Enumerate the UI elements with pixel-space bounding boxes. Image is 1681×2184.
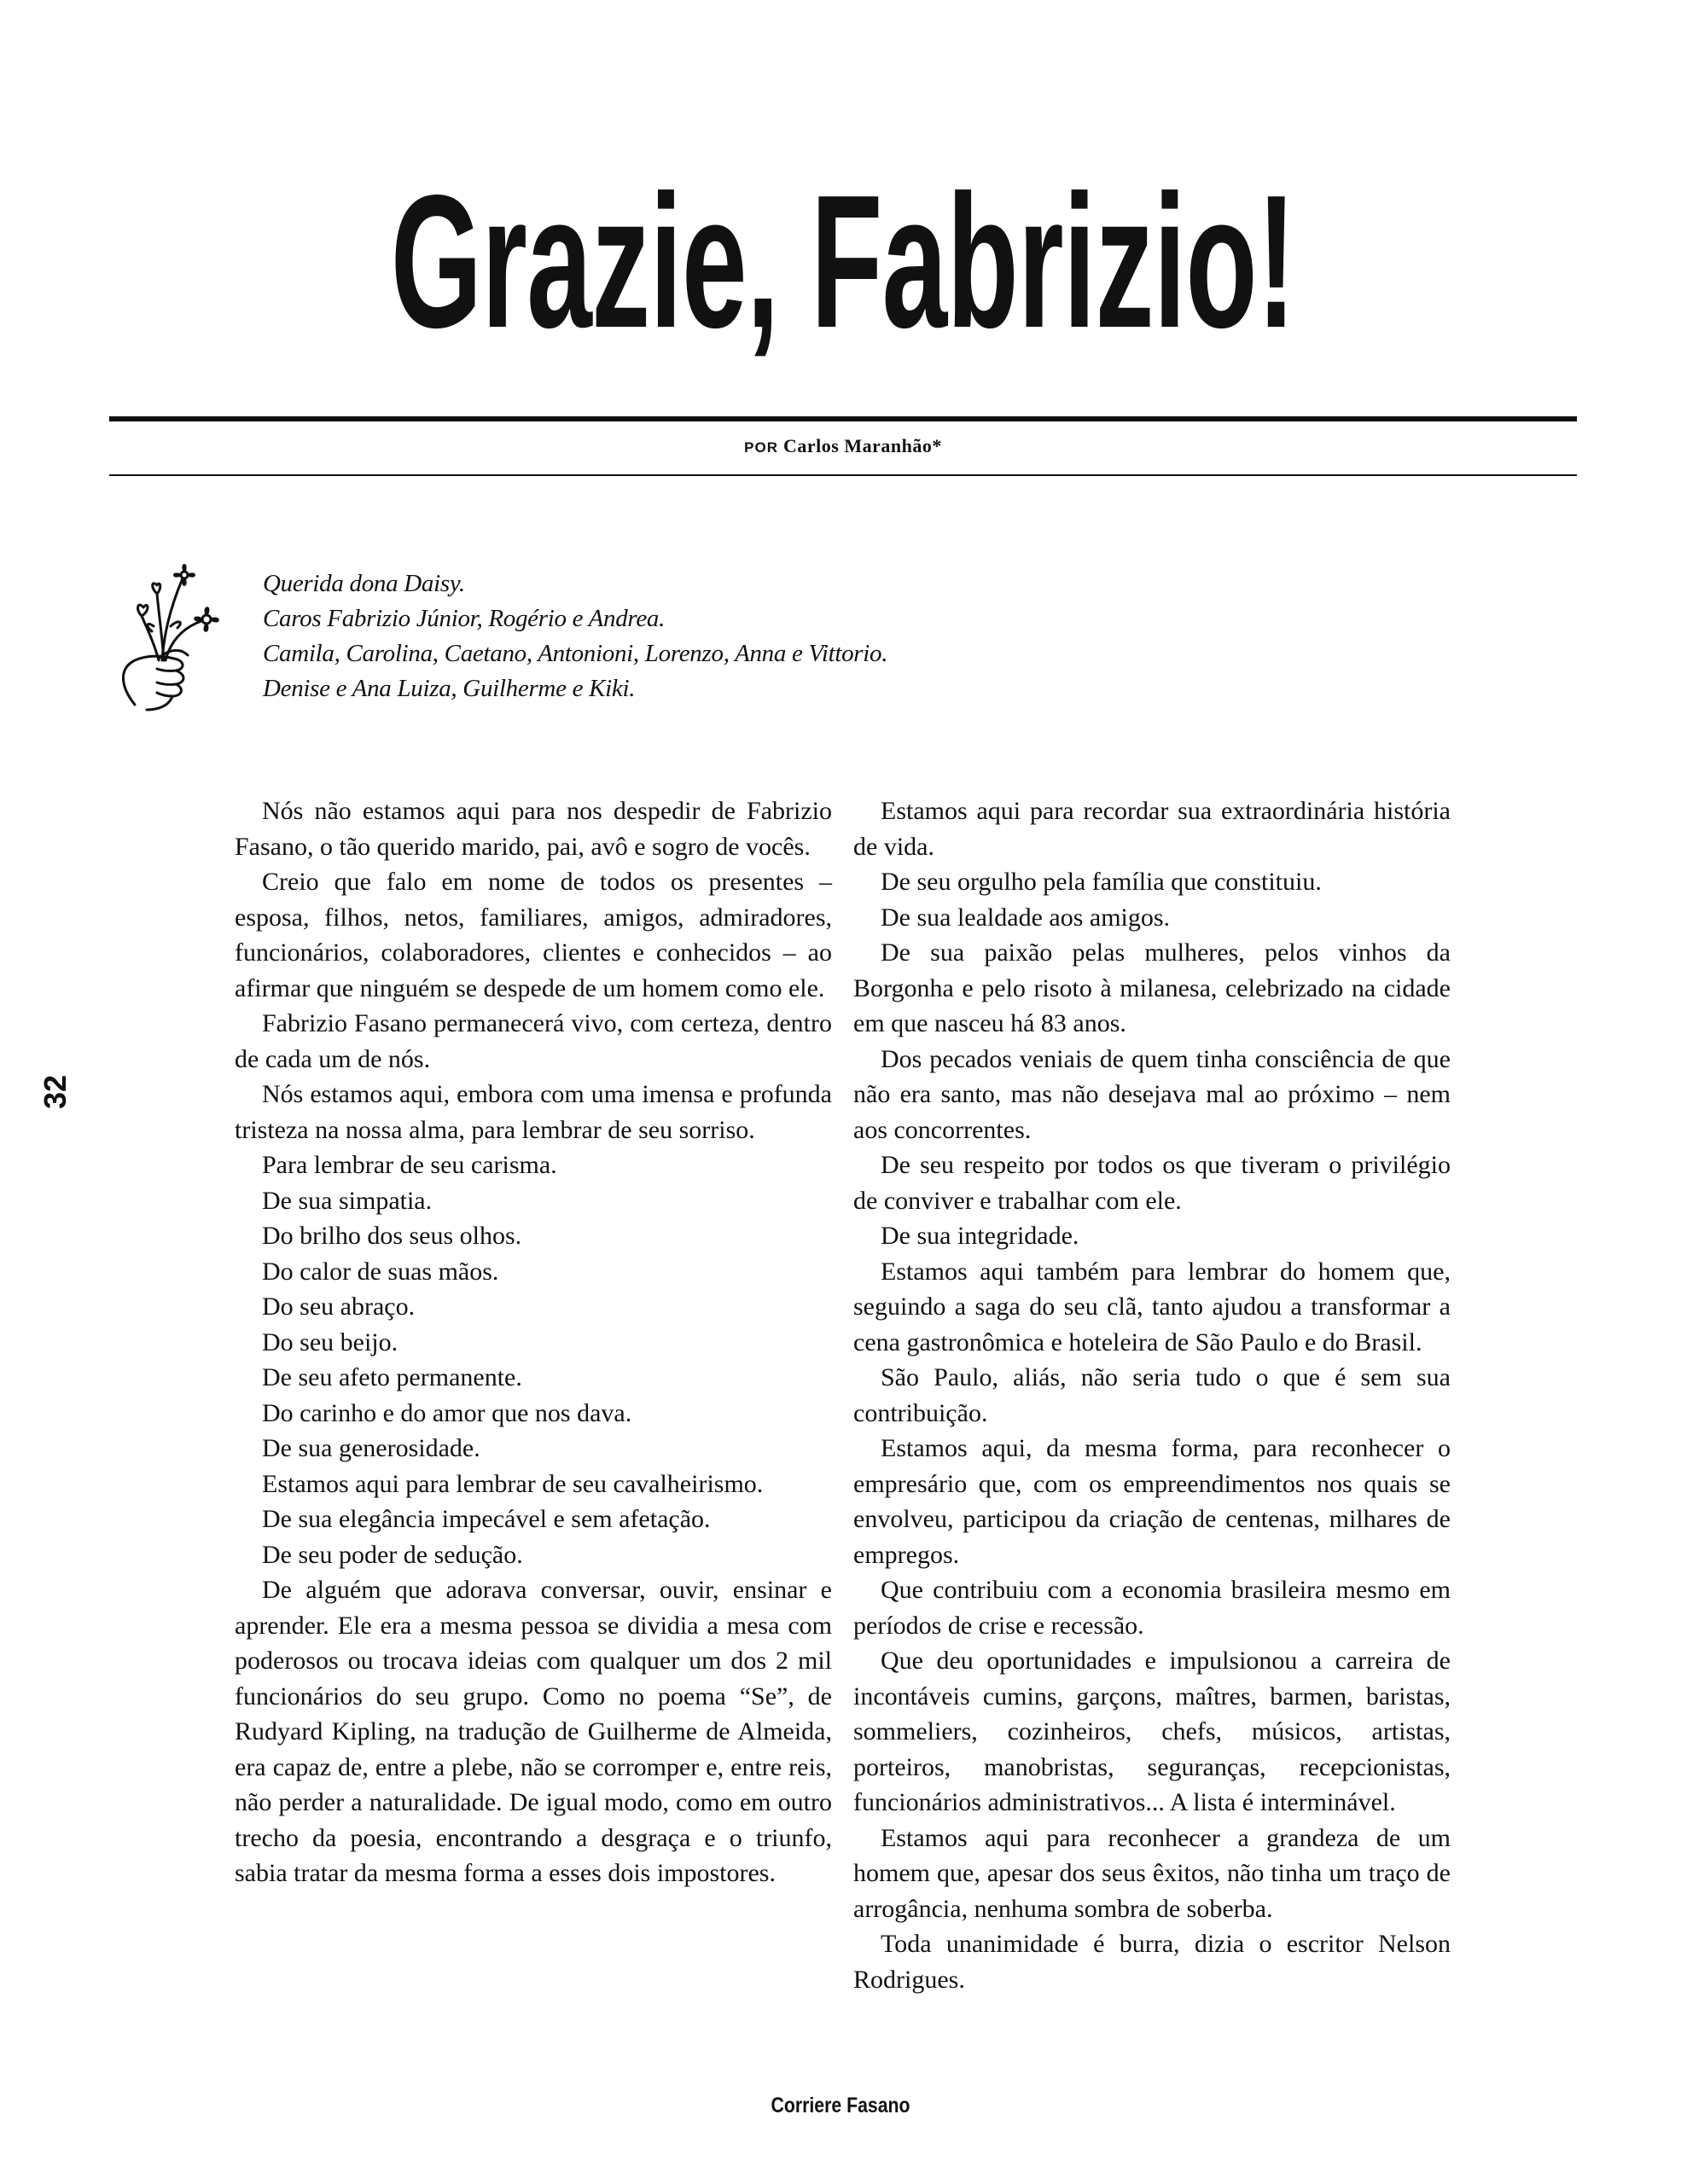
paragraph: Estamos aqui também para lembrar do homem que, seguindo a saga do seu clã, tanto ajudou a transformar a cena gastronômica e hoteleira de São Paulo e do Brasil. (853, 1257, 1451, 1356)
paragraph: De sua lealdade aos amigos. (881, 903, 1171, 932)
paragraph: De sua simpatia. (262, 1186, 433, 1215)
dedication (263, 566, 1201, 706)
left-column (235, 793, 832, 1891)
paragraph: De seu afeto permanente. (262, 1363, 522, 1391)
paragraph: Do carinho e do amor que nos dava. (262, 1398, 632, 1427)
hand-holding-flowers-icon (109, 560, 246, 713)
byline-prefix: POR (744, 439, 778, 456)
paragraph: Do seu beijo. (262, 1327, 398, 1356)
paragraph: São Paulo, aliás, não seria tudo o que é sem sua contribuição. (853, 1363, 1451, 1427)
paragraph: De sua paixão pelas mulheres, pelos vinhos da Borgonha e pelo risoto à milanesa, celebrizado na cidade em que nasceu há 83 anos. (853, 938, 1451, 1037)
dedication-line: Camila, Carolina, Caetano, Antonioni, Lorenzo, Anna e Vittorio. (263, 640, 888, 667)
dedication-line: Denise e Ana Luiza, Guilherme e Kiki. (263, 675, 636, 702)
paragraph: De sua integridade. (881, 1222, 1079, 1250)
paragraph: Dos pecados veniais de quem tinha consciência de que não era santo, mas não desejava mal ao próximo – nem aos concorrentes. (853, 1044, 1451, 1144)
right-column (853, 793, 1451, 1997)
paragraph: Do calor de suas mãos. (262, 1257, 499, 1286)
paragraph: Creio que falo em nome de todos os presentes – esposa, filhos, netos, familiares, amigos, admiradores, funcionários, colaboradores, clientes e conhecidos – ao afirmar que ninguém se despede de um homem como ele. (235, 868, 832, 1002)
paragraph: Estamos aqui, da mesma forma, para reconhecer o empresário que, com os empreendimentos nos quais se envolveu, participou da criação de centenas, milhares de empregos. (853, 1434, 1451, 1569)
paragraph: Estamos aqui para recordar sua extraordinária história de vida. (853, 797, 1451, 861)
title-rule (109, 416, 1577, 421)
dedication-line: Querida dona Daisy. (263, 570, 465, 597)
byline-author: Carlos Maranhão* (783, 435, 942, 456)
paragraph: De seu orgulho pela família que constituiu. (881, 868, 1322, 896)
paragraph: De seu respeito por todos os que tiveram o privilégio de conviver e trabalhar com ele. (853, 1151, 1451, 1215)
paragraph: Que deu oportunidades e impulsionou a carreira de incontáveis cumins, garçons, maîtres, barmen, baristas, sommeliers, cozinheiros, chefs, músicos, artistas, porteiros, manobristas, seguranças, recepcionistas, funcionários administrativos... A lista é interminável. (853, 1647, 1451, 1816)
article-title: Grazie, Fabrizio! (390, 156, 1296, 368)
paragraph: Estamos aqui para reconhecer a grandeza de um homem que, apesar dos seus êxitos, não tinha um traço de arrogância, nenhuma sombra de soberba. (853, 1823, 1451, 1923)
paragraph: De sua generosidade. (262, 1434, 480, 1462)
byline (109, 435, 1577, 457)
paragraph: Fabrizio Fasano permanecerá vivo, com certeza, dentro de cada um de nós. (235, 1009, 832, 1073)
paragraph: Toda unanimidade é burra, dizia o escritor Nelson Rodrigues. (853, 1930, 1451, 1994)
paragraph: Nós estamos aqui, embora com uma imensa e profunda tristeza na nossa alma, para lembrar de seu sorriso. (235, 1080, 832, 1144)
paragraph: Que contribuiu com a economia brasileira mesmo em períodos de crise e recessão. (853, 1576, 1451, 1640)
paragraph: Nós não estamos aqui para nos despedir de Fabrizio Fasano, o tão querido marido, pai, avô e sogro de vocês. (235, 797, 832, 861)
paragraph: Estamos aqui para lembrar de seu cavalheirismo. (262, 1469, 764, 1498)
paragraph: Do brilho dos seus olhos. (262, 1222, 522, 1250)
byline-rule (109, 474, 1577, 476)
page-number: 32 (38, 1074, 73, 1110)
paragraph: Do seu abraço. (262, 1292, 416, 1321)
publication-footer: Corriere Fasano (771, 2094, 910, 2117)
paragraph: Para lembrar de seu carisma. (262, 1151, 557, 1179)
dedication-line: Caros Fabrizio Júnior, Rogério e Andrea. (263, 605, 666, 632)
paragraph: De seu poder de sedução. (262, 1540, 523, 1569)
paragraph: De sua elegância impecável e sem afetação. (262, 1505, 711, 1533)
paragraph: De alguém que adorava conversar, ouvir, ensinar e aprender. Ele era a mesma pessoa se dividia a mesa com poderosos ou trocava ideias com qualquer um dos 2 mil funcionários do seu grupo. Como no poema “Se”, de Rudyard Kipling, na tradução de Guilherme de Almeida, era capaz de, entre a plebe, não se corromper e, entre reis, não perder a naturalidade. De igual modo, como em outro trecho da poesia, encontrando a desgraça e o triunfo, sabia tratar da mesma forma a esses dois impostores. (235, 1576, 832, 1887)
